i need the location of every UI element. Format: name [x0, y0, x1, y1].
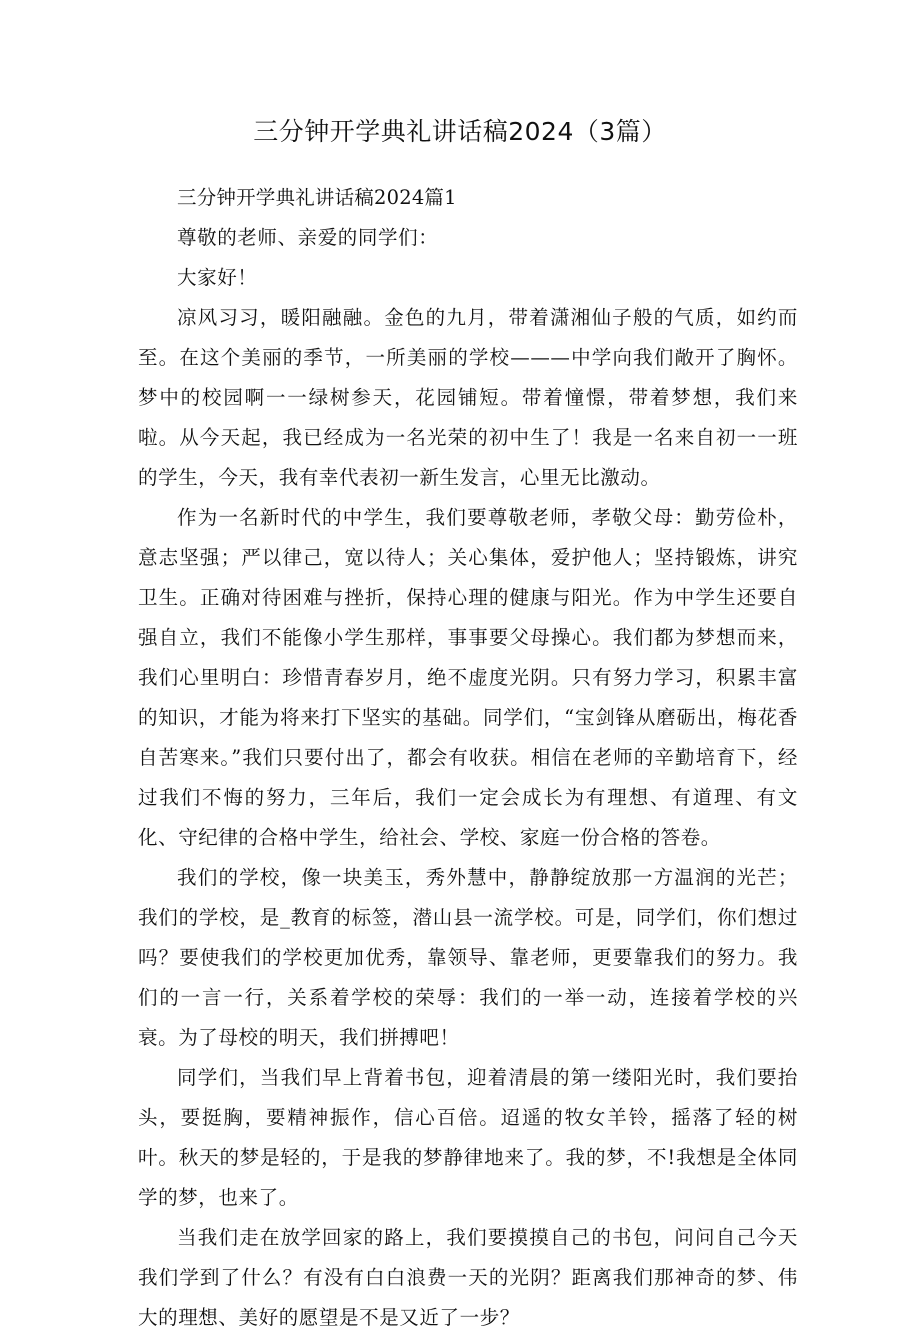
document-body [138, 178, 798, 1338]
section-heading: 三分钟开学典礼讲话稿2024篇1 [177, 186, 457, 209]
salutation: 尊敬的老师、亲爱的同学们： [177, 226, 439, 249]
body-paragraph: 我们的学校，像一块美玉，秀外慧中，静静绽放那一方温润的光芒；我们的学校，是_教育的标签，潜山县一流学校。可是，同学们，你们想过吗？要使我们的学校更加优秀，靠领导、靠老师，更要靠我们的努力。我们的一言一行，关系着学校的荣辱：我们的一举一动，连接着学校的兴衰。为了母校的明天，我们拼搏吧！ [138, 866, 798, 1049]
body-paragraph: 当我们走在放学回家的路上，我们要摸摸自己的书包，问问自己今天我们学到了什么？有没有白白浪费一天的光阴？距离我们那神奇的梦、伟大的理想、美好的愿望是不是又近了一步？ [138, 1226, 798, 1329]
body-paragraph: 作为一名新时代的中学生，我们要尊敬老师，孝敬父母：勤劳俭朴，意志坚强；严以律己，宽以待人；关心集体，爱护他人；坚持锻炼，讲究卫生。正确对待困难与挫折，保持心理的健康与阳光。作为中学生还要自强自立，我们不能像小学生那样，事事要父母操心。我们都为梦想而来，我们心里明白：珍惜青春岁月，绝不虚度光阴。只有努力学习，积累丰富的知识，才能为将来打下坚实的基础。同学们，“宝剑锋从磨砺出，梅花香自苦寒来。”我们只要付出了，都会有收获。相信在老师的辛勤培育下，经过我们不悔的努力，三年后，我们一定会成长为有理想、有道理、有文化、守纪律的合格中学生，给社会、学校、家庭一份合格的答卷。 [138, 506, 798, 849]
document-title: 三分钟开学典礼讲话稿2024（3篇） [253, 117, 667, 146]
body-paragraph: 凉风习习，暖阳融融。金色的九月，带着潇湘仙子般的气质，如约而至。在这个美丽的季节，一所美丽的学校———中学向我们敞开了胸怀。梦中的校园啊一一绿树参天，花园铺短。带着憧憬，带着梦想，我们来啦。从今天起，我已经成为一名光荣的初中生了！我是一名来自初一一班的学生，今天，我有幸代表初一新生发言，心里无比激动。 [138, 306, 798, 489]
greeting: 大家好！ [177, 266, 258, 289]
body-paragraph: 同学们，当我们早上背着书包，迎着清晨的第一缕阳光时，我们要抬头，要挺胸，要精神振作，信心百倍。迢遥的牧女羊铃，摇落了轻的树叶。秋天的梦是轻的，于是我的梦静律地来了。我的梦，不!我想是全体同学的梦，也来了。 [138, 1066, 798, 1209]
